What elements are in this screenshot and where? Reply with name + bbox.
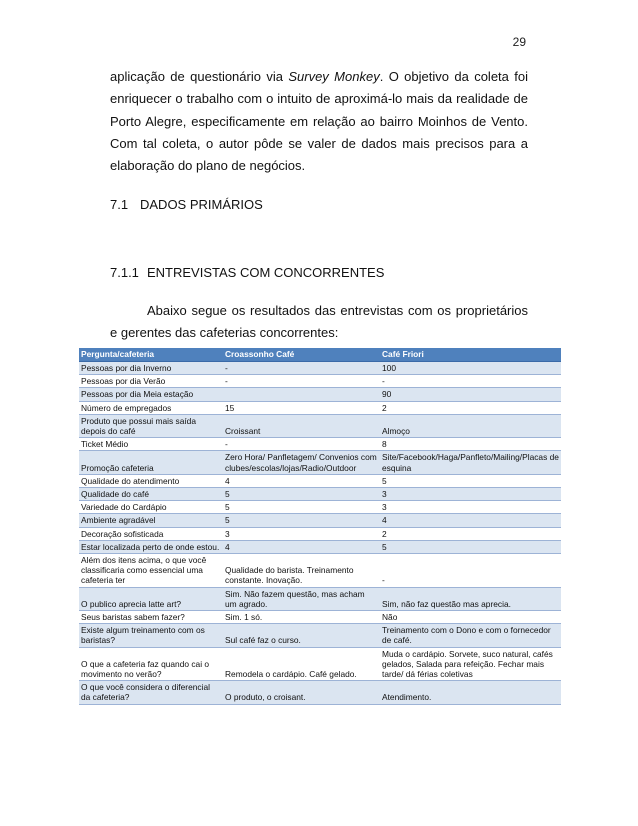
cell-croassonho: -	[223, 362, 380, 375]
cell-question: O que a cafeteria faz quando cai o movimento no verão?	[79, 647, 223, 681]
cell-friori: -	[380, 375, 561, 388]
table-row	[79, 681, 561, 704]
cell-croassonho: 15	[223, 401, 380, 414]
section-heading	[110, 197, 263, 212]
cell-croassonho: Qualidade do barista. Treinamento constante. Inovação.	[223, 554, 380, 588]
cell-friori: 3	[380, 488, 561, 501]
cell-friori: Muda o cardápio. Sorvete, suco natural, cafés gelados, Salada para refeição. Fechar mais tarde/ dá férias coletivas	[380, 647, 561, 681]
table-row	[79, 554, 561, 588]
header-friori: Café Friori	[380, 348, 561, 362]
section-title: DADOS PRIMÁRIOS	[140, 197, 263, 212]
cell-friori: 4	[380, 514, 561, 527]
table-header-row	[79, 348, 561, 362]
intro-text-after: . O objetivo da coleta foi enriquecer o trabalho com o intuito de aproximá-lo mais da realidade de Porto Alegre, especificamente em relação ao bairro Moinhos de Vento. Com tal coleta, o autor pôde se valer de dados mais precisos para a elaboração do plano de negócios.	[110, 69, 528, 174]
cell-friori: 90	[380, 388, 561, 401]
cell-croassonho	[223, 388, 380, 401]
cell-question: Seus baristas sabem fazer?	[79, 611, 223, 624]
cell-question: Decoração sofisticada	[79, 527, 223, 540]
table-row	[79, 587, 561, 610]
table-row	[79, 501, 561, 514]
cell-question: O que você considera o diferencial da cafeteria?	[79, 681, 223, 704]
table-row	[79, 414, 561, 437]
cell-friori: 2	[380, 527, 561, 540]
cell-question: Promoção cafeteria	[79, 451, 223, 474]
cell-croassonho: 5	[223, 501, 380, 514]
table-row	[79, 624, 561, 647]
cell-croassonho: Sul café faz o curso.	[223, 624, 380, 647]
cell-question: Ambiente agradável	[79, 514, 223, 527]
intro-paragraph	[110, 66, 528, 177]
table-row	[79, 474, 561, 487]
cell-question: Variedade do Cardápio	[79, 501, 223, 514]
table-row	[79, 451, 561, 474]
subsection-title: ENTREVISTAS COM CONCORRENTES	[147, 265, 385, 280]
cell-question: Pessoas por dia Meia estação	[79, 388, 223, 401]
table-body	[79, 362, 561, 705]
cell-friori: Site/Facebook/Haga/Panfleto/Mailing/Placas de esquina	[380, 451, 561, 474]
cell-friori: 2	[380, 401, 561, 414]
cell-friori: 5	[380, 540, 561, 553]
cell-question: Ticket Médio	[79, 438, 223, 451]
cell-question: Qualidade do café	[79, 488, 223, 501]
section-number: 7.1	[110, 197, 129, 212]
cell-friori: 100	[380, 362, 561, 375]
survey-monkey-emphasis: Survey Monkey	[288, 69, 380, 84]
table-row	[79, 362, 561, 375]
cell-croassonho: Remodela o cardápio. Café gelado.	[223, 647, 380, 681]
cell-question: Pessoas por dia Verão	[79, 375, 223, 388]
table-row	[79, 375, 561, 388]
cell-question: Estar localizada perto de onde estou.	[79, 540, 223, 553]
page-number: 29	[512, 35, 526, 49]
cell-croassonho: Croissant	[223, 414, 380, 437]
cell-croassonho: Sim. 1 só.	[223, 611, 380, 624]
cell-question: Número de empregados	[79, 401, 223, 414]
table-row	[79, 514, 561, 527]
cell-croassonho: -	[223, 375, 380, 388]
cell-question: O publico aprecia latte art?	[79, 587, 223, 610]
cell-friori: 3	[380, 501, 561, 514]
cell-croassonho: 4	[223, 474, 380, 487]
cell-question: Existe algum treinamento com os baristas?	[79, 624, 223, 647]
cell-croassonho: 5	[223, 514, 380, 527]
cell-question: Produto que possui mais saída depois do café	[79, 414, 223, 437]
lead-paragraph: Abaixo segue os resultados das entrevistas com os proprietários e gerentes das cafeterias concorrentes:	[110, 303, 528, 341]
cell-question: Qualidade do atendimento	[79, 474, 223, 487]
cell-friori: Sim, não faz questão mas aprecia.	[380, 587, 561, 610]
cell-friori: Treinamento com o Dono e com o fornecedor de café.	[380, 624, 561, 647]
table-row	[79, 527, 561, 540]
table-row	[79, 488, 561, 501]
subsection-heading	[110, 265, 384, 280]
cell-croassonho: O produto, o croisant.	[223, 681, 380, 704]
subsection-number: 7.1.1	[110, 265, 139, 280]
header-question: Pergunta/cafeteria	[79, 348, 223, 362]
table-row	[79, 611, 561, 624]
cell-question: Além dos itens acima, o que você classificaria como essencial uma cafeteria ter	[79, 554, 223, 588]
cell-croassonho: Sim. Não fazem questão, mas acham um agrado.	[223, 587, 380, 610]
cell-croassonho: -	[223, 438, 380, 451]
cell-friori: Almoço	[380, 414, 561, 437]
table-row	[79, 647, 561, 681]
table-row	[79, 438, 561, 451]
cell-friori: Não	[380, 611, 561, 624]
cell-croassonho: 4	[223, 540, 380, 553]
cell-friori: 5	[380, 474, 561, 487]
intro-text-before: aplicação de questionário via	[110, 69, 289, 84]
table-row	[79, 540, 561, 553]
cell-croassonho: 3	[223, 527, 380, 540]
cell-friori: -	[380, 554, 561, 588]
table-row	[79, 401, 561, 414]
header-croassonho: Croassonho Café	[223, 348, 380, 362]
table-row	[79, 388, 561, 401]
cell-croassonho: 5	[223, 488, 380, 501]
cell-friori: Atendimento.	[380, 681, 561, 704]
interview-results-table	[79, 348, 561, 705]
cell-friori: 8	[380, 438, 561, 451]
cell-croassonho: Zero Hora/ Panfletagem/ Convenios com clubes/escolas/lojas/Radio/Outdoor	[223, 451, 380, 474]
cell-question: Pessoas por dia Inverno	[79, 362, 223, 375]
